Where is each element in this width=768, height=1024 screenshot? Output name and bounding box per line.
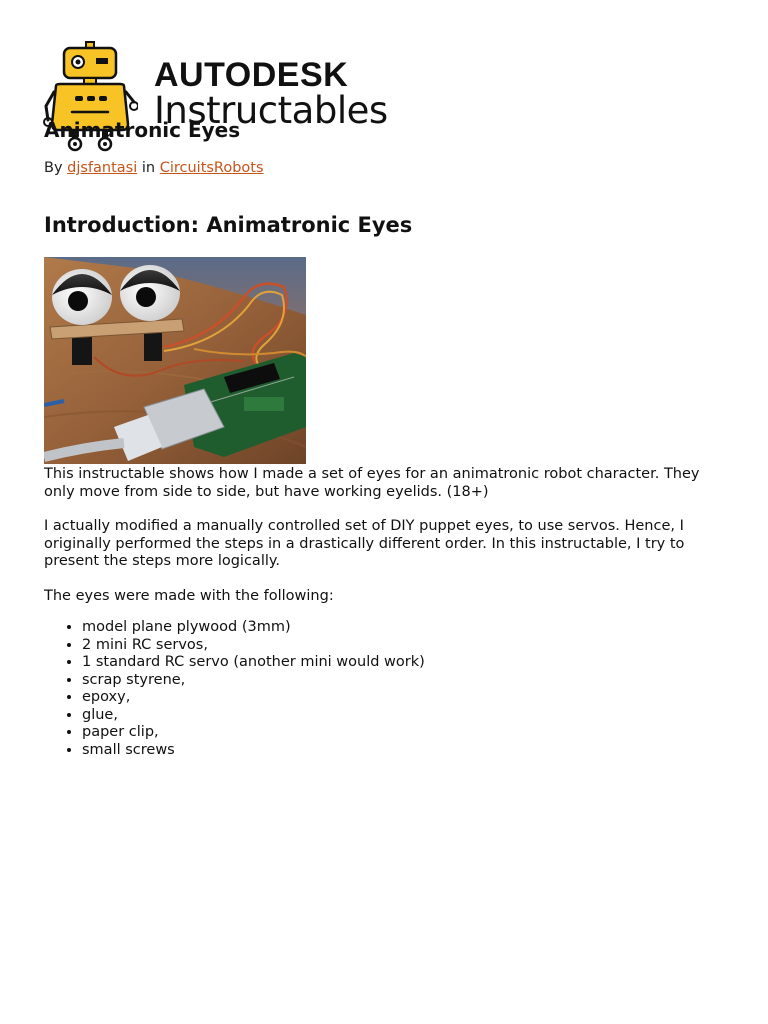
byline <box>44 160 264 177</box>
list-item: • epoxy, <box>82 689 724 707</box>
animatronic-eyes-photo <box>44 257 306 464</box>
list-item: • model plane plywood (3mm) <box>82 619 724 637</box>
list-item: • 1 standard RC servo (another mini would work) <box>82 654 724 672</box>
author-link[interactable]: djsfantasi <box>67 160 138 176</box>
section-heading: Introduction: Animatronic Eyes <box>44 213 413 237</box>
intro-paragraph-3: The eyes were made with the following: <box>44 587 334 604</box>
category-link[interactable]: CircuitsRobots <box>159 160 264 176</box>
list-item: • small screws <box>82 742 724 760</box>
list-item: • glue, <box>82 707 724 725</box>
materials-list <box>44 619 724 759</box>
page-title: Animatronic Eyes <box>44 118 241 142</box>
byline-by-label: By <box>44 160 63 176</box>
intro-paragraph-1: This instructable shows how I made a set of eyes for an animatronic robot character. They only move from side to side, but have working eyelids. (18+) <box>44 466 700 500</box>
list-item: • scrap styrene, <box>82 672 724 690</box>
article-body <box>44 466 724 759</box>
intro-paragraph-2: I actually modified a manually controlled set of DIY puppet eyes, to use servos. Hence, I originally performed the steps in a drastically different order. In this instructable, I try to present the steps more logically. <box>44 518 685 569</box>
instructables-wordmark: Instructables <box>154 89 388 132</box>
list-item: • 2 mini RC servos, <box>82 637 724 655</box>
byline-in-label: in <box>141 160 156 176</box>
list-item: • paper clip, <box>82 724 724 742</box>
autodesk-wordmark: AUTODESK <box>154 56 349 94</box>
